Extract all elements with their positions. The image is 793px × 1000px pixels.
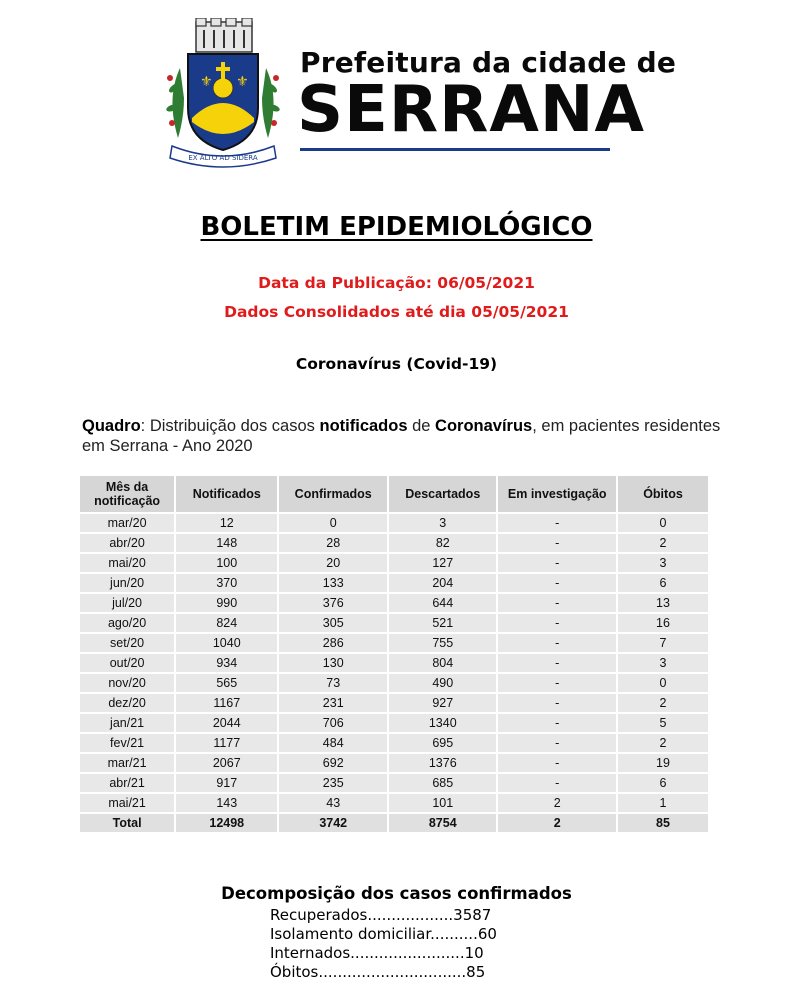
cell-notified: 1167 — [176, 694, 277, 712]
cell-notified: 100 — [176, 554, 277, 572]
decomposition-recovered: Recuperados..................3587 — [270, 906, 492, 924]
cell-discarded: 1376 — [389, 754, 496, 772]
cell-deaths: 3 — [618, 654, 708, 672]
cell-notified: 2067 — [176, 754, 277, 772]
cell-deaths: 2 — [618, 694, 708, 712]
cell-notified: 1040 — [176, 634, 277, 652]
table-row — [80, 634, 708, 652]
cell-discarded: 685 — [389, 774, 496, 792]
cell-confirmed: 484 — [279, 734, 387, 752]
cell-discarded: 755 — [389, 634, 496, 652]
cell-month: mar/21 — [80, 754, 174, 772]
cell-deaths: 0 — [618, 674, 708, 692]
cell-notified: 917 — [176, 774, 277, 792]
cell-confirmed: 133 — [279, 574, 387, 592]
caption-text-3: , em pacientes residentes em Serrana - Ano 2020 — [82, 417, 721, 455]
svg-text:⚜: ⚜ — [236, 74, 249, 90]
cell-confirmed: 376 — [279, 594, 387, 612]
cell-month: out/20 — [80, 654, 174, 672]
table-row — [80, 754, 708, 772]
table-row — [80, 694, 708, 712]
caption-text-1: : Distribuição dos casos — [140, 417, 320, 435]
cell-notified: 934 — [176, 654, 277, 672]
total-cell-discarded: 8754 — [389, 814, 496, 832]
cell-month: abr/20 — [80, 534, 174, 552]
cell-discarded: 804 — [389, 654, 496, 672]
caption-bold-1: notificados — [319, 417, 408, 435]
header-confirmed: Confirmados — [279, 476, 387, 512]
cell-deaths: 1 — [618, 794, 708, 812]
cell-deaths: 0 — [618, 514, 708, 532]
cell-month: mai/21 — [80, 794, 174, 812]
table-total-row — [80, 814, 708, 832]
table-row — [80, 654, 708, 672]
cell-month: fev/21 — [80, 734, 174, 752]
header-investigation: Em investigação — [498, 476, 616, 512]
cases-table — [78, 474, 710, 834]
cell-confirmed: 305 — [279, 614, 387, 632]
org-name-city: SERRANA — [297, 73, 645, 147]
table-row — [80, 734, 708, 752]
cell-confirmed: 286 — [279, 634, 387, 652]
cell-confirmed: 43 — [279, 794, 387, 812]
table-header-row — [80, 476, 708, 512]
table-row — [80, 774, 708, 792]
table-row — [80, 794, 708, 812]
header-month: Mês da notificação — [80, 476, 174, 512]
cell-discarded: 204 — [389, 574, 496, 592]
cell-discarded: 127 — [389, 554, 496, 572]
cell-investigation: - — [498, 554, 616, 572]
cell-month: ago/20 — [80, 614, 174, 632]
cell-investigation: - — [498, 514, 616, 532]
cell-investigation: - — [498, 534, 616, 552]
decomposition-title: Decomposição dos casos confirmados — [221, 884, 572, 903]
decomposition-deaths: Óbitos...............................85 — [270, 963, 486, 981]
cell-investigation: - — [498, 754, 616, 772]
table-row — [80, 674, 708, 692]
table-row — [80, 534, 708, 552]
table-caption — [82, 416, 722, 456]
cell-deaths: 13 — [618, 594, 708, 612]
cell-investigation: - — [498, 674, 616, 692]
cell-discarded: 82 — [389, 534, 496, 552]
total-cell-deaths: 85 — [618, 814, 708, 832]
cell-notified: 1177 — [176, 734, 277, 752]
cell-notified: 990 — [176, 594, 277, 612]
caption-text-2: de — [407, 417, 436, 435]
svg-text:⚜: ⚜ — [200, 74, 213, 90]
cell-investigation: - — [498, 714, 616, 732]
cell-month: jan/21 — [80, 714, 174, 732]
cell-month: mai/20 — [80, 554, 174, 572]
cell-month: dez/20 — [80, 694, 174, 712]
cell-notified: 148 — [176, 534, 277, 552]
cell-investigation: - — [498, 734, 616, 752]
table-row — [80, 554, 708, 572]
cell-discarded: 101 — [389, 794, 496, 812]
cell-month: mar/20 — [80, 514, 174, 532]
cell-deaths: 2 — [618, 734, 708, 752]
cell-month: jun/20 — [80, 574, 174, 592]
cell-discarded: 1340 — [389, 714, 496, 732]
cell-notified: 143 — [176, 794, 277, 812]
total-cell-investigation: 2 — [498, 814, 616, 832]
cell-notified: 565 — [176, 674, 277, 692]
publication-date: Data da Publicação: 06/05/2021 — [258, 274, 535, 292]
cell-deaths: 16 — [618, 614, 708, 632]
motto-text: EX ALTO AD SIDERA — [188, 154, 258, 162]
cell-month: nov/20 — [80, 674, 174, 692]
cell-deaths: 5 — [618, 714, 708, 732]
table-row — [80, 594, 708, 612]
header-discarded: Descartados — [389, 476, 496, 512]
cell-investigation: - — [498, 594, 616, 612]
cell-confirmed: 706 — [279, 714, 387, 732]
total-cell-month: Total — [80, 814, 174, 832]
cell-month: set/20 — [80, 634, 174, 652]
cell-discarded: 521 — [389, 614, 496, 632]
decomposition-home-isolation: Isolamento domiciliar..........60 — [270, 925, 497, 943]
table-row — [80, 574, 708, 592]
cell-notified: 370 — [176, 574, 277, 592]
cell-investigation: - — [498, 694, 616, 712]
caption-label: Quadro — [82, 417, 141, 435]
cell-deaths: 3 — [618, 554, 708, 572]
cell-confirmed: 20 — [279, 554, 387, 572]
cell-month: abr/21 — [80, 774, 174, 792]
table-row — [80, 614, 708, 632]
cell-confirmed: 231 — [279, 694, 387, 712]
crown-icon — [196, 18, 252, 52]
caption-bold-2: Coronavírus — [435, 417, 533, 435]
cell-month: jul/20 — [80, 594, 174, 612]
cell-discarded: 927 — [389, 694, 496, 712]
cell-confirmed: 73 — [279, 674, 387, 692]
cell-discarded: 644 — [389, 594, 496, 612]
cell-investigation: 2 — [498, 794, 616, 812]
cell-confirmed: 235 — [279, 774, 387, 792]
cell-confirmed: 130 — [279, 654, 387, 672]
cell-notified: 12 — [176, 514, 277, 532]
table-row — [80, 714, 708, 732]
table-body — [80, 514, 708, 832]
city-coat-of-arms-logo — [158, 18, 288, 168]
decomposition-hospitalized: Internados........................10 — [270, 944, 484, 962]
cell-discarded: 695 — [389, 734, 496, 752]
disease-subtitle: Coronavírus (Covid-19) — [295, 355, 498, 373]
cell-deaths: 19 — [618, 754, 708, 772]
cell-deaths: 6 — [618, 574, 708, 592]
cell-confirmed: 28 — [279, 534, 387, 552]
org-name-line1: Prefeitura da cidade de — [300, 46, 677, 79]
cell-deaths: 2 — [618, 534, 708, 552]
cell-investigation: - — [498, 654, 616, 672]
cell-investigation: - — [498, 774, 616, 792]
header-deaths: Óbitos — [618, 476, 708, 512]
cell-notified: 2044 — [176, 714, 277, 732]
cell-notified: 824 — [176, 614, 277, 632]
cell-discarded: 3 — [389, 514, 496, 532]
table-row — [80, 514, 708, 532]
header-notified: Notificados — [176, 476, 277, 512]
total-cell-notified: 12498 — [176, 814, 277, 832]
cell-discarded: 490 — [389, 674, 496, 692]
cell-investigation: - — [498, 574, 616, 592]
consolidated-date: Dados Consolidados até dia 05/05/2021 — [224, 303, 569, 321]
total-cell-confirmed: 3742 — [279, 814, 387, 832]
cell-confirmed: 692 — [279, 754, 387, 772]
cell-deaths: 6 — [618, 774, 708, 792]
header-divider — [300, 148, 610, 151]
cell-confirmed: 0 — [279, 514, 387, 532]
cell-deaths: 7 — [618, 634, 708, 652]
page-title: BOLETIM EPIDEMIOLÓGICO — [200, 212, 593, 242]
cell-investigation: - — [498, 614, 616, 632]
decomposition-list — [270, 906, 540, 982]
shield-icon — [188, 54, 258, 150]
cell-investigation: - — [498, 634, 616, 652]
